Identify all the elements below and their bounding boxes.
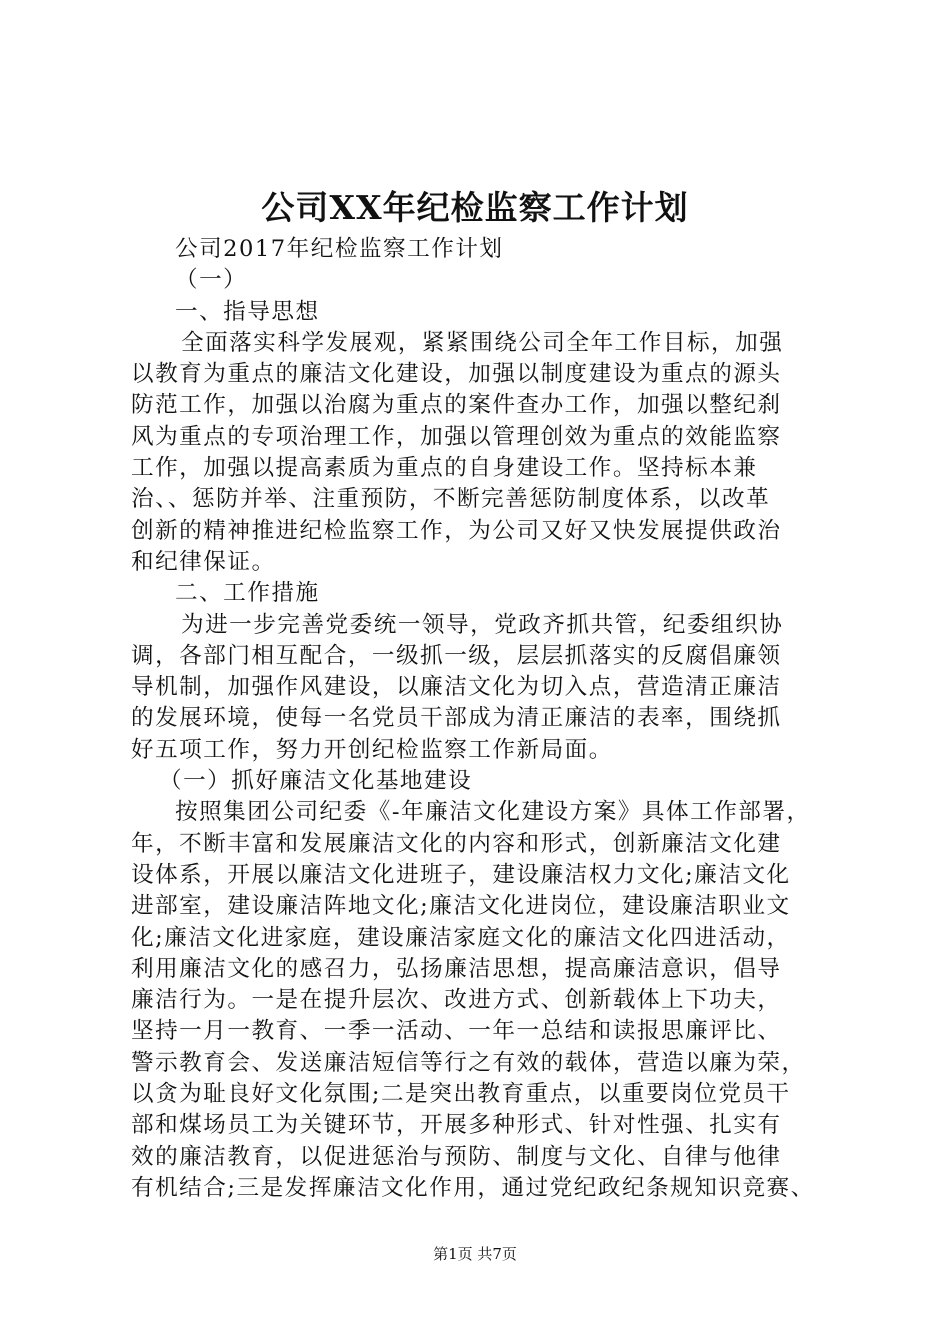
text-line: 全面落实科学发展观，紧紧围绕公司全年工作目标，加强 bbox=[181, 329, 784, 356]
page-footer: 第1页 共7页 bbox=[433, 1245, 517, 1263]
text-line: 警示教育会、发送廉洁短信等行之有效的载体，营造以廉为荣， bbox=[131, 1049, 806, 1076]
text-line: 利用廉洁文化的感召力，弘扬廉洁思想，提高廉洁意识，倡导 bbox=[131, 955, 782, 982]
text-line: 创新的精神推进纪检监察工作，为公司又好又快发展提供政治 bbox=[131, 517, 782, 544]
text-line: 设体系，开展以廉洁文化进班子，建设廉洁权力文化;廉洁文化 bbox=[131, 861, 791, 888]
text-line: 公司2017年纪检监察工作计划 bbox=[175, 236, 504, 262]
document-body bbox=[131, 234, 846, 1204]
text-line: 进部室，建设廉洁阵地文化;廉洁文化进岗位，建设廉洁职业文 bbox=[131, 893, 791, 920]
text-line: 工作，加强以提高素质为重点的自身建设工作。坚持标本兼 bbox=[131, 455, 758, 482]
text-line: 以贪为耻良好文化氛围;二是突出教育重点，以重要岗位党员干 bbox=[131, 1081, 791, 1108]
text-line: 廉洁行为。一是在提升层次、改进方式、创新载体上下功夫， bbox=[131, 987, 782, 1014]
text-line: 效的廉洁教育，以促进惩治与预防、制度与文化、自律与他律 bbox=[131, 1143, 782, 1170]
text-line: 好五项工作，努力开创纪检监察工作新局面。 bbox=[131, 736, 613, 763]
text-line: 调，各部门相互配合，一级抓一级，层层抓落实的反腐倡廉领 bbox=[131, 642, 782, 669]
text-line: （一）抓好廉洁文化基地建设 bbox=[159, 768, 473, 795]
text-line: 一、指导思想 bbox=[175, 298, 320, 325]
text-line: 为进一步完善党委统一领导，党政齐抓共管，纪委组织协 bbox=[181, 611, 784, 638]
text-line: 化;廉洁文化进家庭，建设廉洁家庭文化的廉洁文化四进活动， bbox=[131, 924, 791, 951]
document-title: 公司XX年纪检监察工作计划 bbox=[261, 188, 689, 227]
text-line: 防范工作，加强以治腐为重点的案件查办工作，加强以整纪刹 bbox=[131, 392, 782, 419]
text-line: 导机制，加强作风建设，以廉洁文化为切入点，营造清正廉洁 bbox=[131, 674, 782, 701]
text-line: 部和煤场员工为关键环节，开展多种形式、针对性强、扎实有 bbox=[131, 1112, 782, 1139]
text-line: 坚持一月一教育、一季一活动、一年一总结和读报思廉评比、 bbox=[131, 1018, 782, 1045]
text-line: 有机结合;三是发挥廉洁文化作用，通过党纪政纪条规知识竞赛、 bbox=[131, 1174, 815, 1201]
text-line: （一） bbox=[175, 267, 248, 294]
text-line: 的发展环境，使每一名党员干部成为清正廉洁的表率，围绕抓 bbox=[131, 705, 782, 732]
text-line: 二、工作措施 bbox=[175, 580, 320, 607]
text-line: 以教育为重点的廉洁文化建设，加强以制度建设为重点的源头 bbox=[131, 361, 782, 388]
text-line: 风为重点的专项治理工作，加强以管理创效为重点的效能监察 bbox=[131, 423, 782, 450]
text-line: 按照集团公司纪委《-年廉洁文化建设方案》具体工作部署， bbox=[175, 799, 811, 826]
text-line: 年，不断丰富和发展廉洁文化的内容和形式，创新廉洁文化建 bbox=[131, 830, 782, 857]
text-line: 和纪律保证。 bbox=[131, 548, 276, 575]
text-line: 治、、惩防并举、注重预防，不断完善惩防制度体系，以改革 bbox=[131, 486, 771, 513]
